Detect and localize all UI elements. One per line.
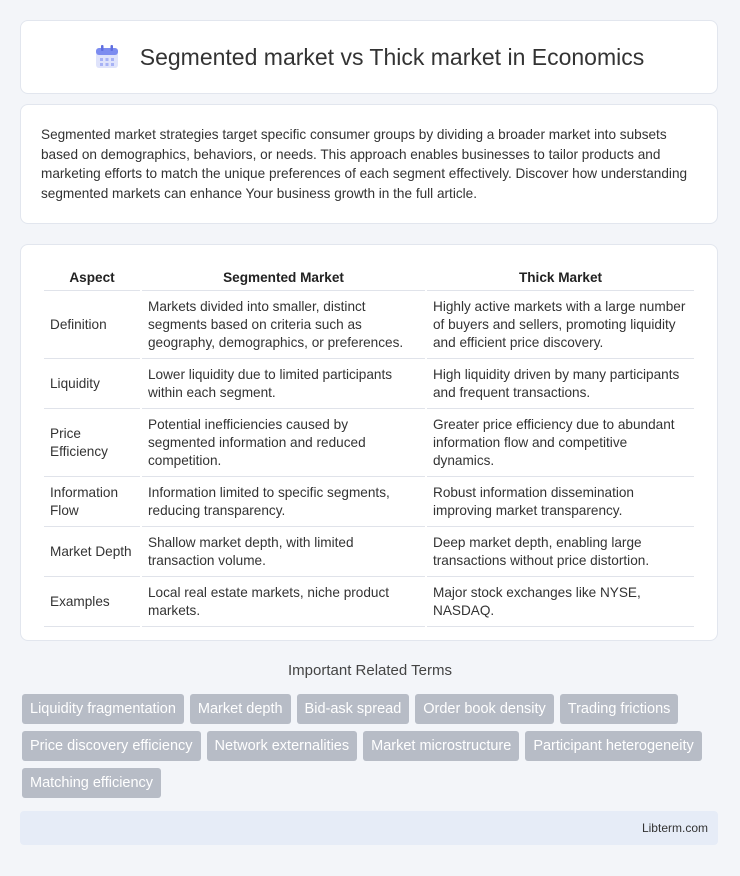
term-tag[interactable]: Price discovery efficiency — [22, 731, 201, 761]
cell-segmented: Information limited to specific segments, reducing transparency. — [142, 477, 425, 527]
cell-aspect: Price Efficiency — [44, 409, 140, 477]
term-tag[interactable]: Bid-ask spread — [297, 694, 410, 724]
cell-segmented: Lower liquidity due to limited participants within each segment. — [142, 359, 425, 409]
cell-aspect: Definition — [44, 291, 140, 359]
page-title: Segmented market vs Thick market in Economics — [139, 43, 645, 70]
header-aspect: Aspect — [44, 265, 140, 291]
term-tag[interactable]: Order book density — [415, 694, 554, 724]
table-row — [44, 577, 694, 627]
term-tag[interactable]: Participant heterogeneity — [525, 731, 701, 761]
cell-segmented: Shallow market depth, with limited transaction volume. — [142, 527, 425, 577]
term-tag[interactable]: Market depth — [190, 694, 291, 724]
cell-aspect: Information Flow — [44, 477, 140, 527]
table-row — [44, 409, 694, 477]
cell-thick: Robust information dissemination improving market transparency. — [427, 477, 694, 527]
term-tag[interactable]: Liquidity fragmentation — [22, 694, 184, 724]
cell-segmented: Local real estate markets, niche product markets. — [142, 577, 425, 627]
cell-aspect: Examples — [44, 577, 140, 627]
cell-thick: Greater price efficiency due to abundant information flow and competitive dynamics. — [427, 409, 694, 477]
footer-site-link[interactable]: Libterm.com — [641, 821, 708, 835]
comparison-card — [20, 244, 718, 641]
table-header-row — [44, 265, 694, 291]
cell-segmented: Markets divided into smaller, distinct segments based on criteria such as geography, demographics, or preferences. — [142, 291, 425, 359]
header-thick-market: Thick Market — [427, 265, 694, 291]
comparison-table — [42, 265, 696, 627]
related-terms-title: Important Related Terms — [288, 662, 452, 679]
cell-segmented: Potential inefficiencies caused by segmented information and reduced competition. — [142, 409, 425, 477]
cell-aspect: Market Depth — [44, 527, 140, 577]
table-row — [44, 291, 694, 359]
table-row — [44, 477, 694, 527]
footer — [20, 811, 718, 845]
term-tag[interactable]: Network externalities — [207, 731, 358, 761]
intro-card — [20, 104, 718, 224]
cell-aspect: Liquidity — [44, 359, 140, 409]
cell-thick: Highly active markets with a large number of buyers and sellers, promoting liquidity and efficient price discovery. — [427, 291, 694, 359]
header-segmented-market: Segmented Market — [142, 265, 425, 291]
cell-thick: High liquidity driven by many participants and frequent transactions. — [427, 359, 694, 409]
table-row — [44, 527, 694, 577]
term-tag[interactable]: Trading frictions — [560, 694, 679, 724]
term-tag[interactable]: Market microstructure — [363, 731, 519, 761]
intro-text: Segmented market strategies target specific consumer groups by dividing a broader market into subsets based on demographics, behaviors, or needs. This approach enables businesses to tailor products and marketing efforts to match the unique preferences of each segment effectively. Discover how understanding segmented markets can enhance Your business growth in the full article. — [41, 127, 688, 201]
cell-thick: Deep market depth, enabling large transactions without price distortion. — [427, 527, 694, 577]
calendar-icon — [94, 44, 120, 70]
cell-thick: Major stock exchanges like NYSE, NASDAQ. — [427, 577, 694, 627]
table-row — [44, 359, 694, 409]
title-card — [20, 20, 718, 94]
term-tag[interactable]: Matching efficiency — [22, 768, 161, 798]
related-terms-list — [22, 694, 722, 798]
